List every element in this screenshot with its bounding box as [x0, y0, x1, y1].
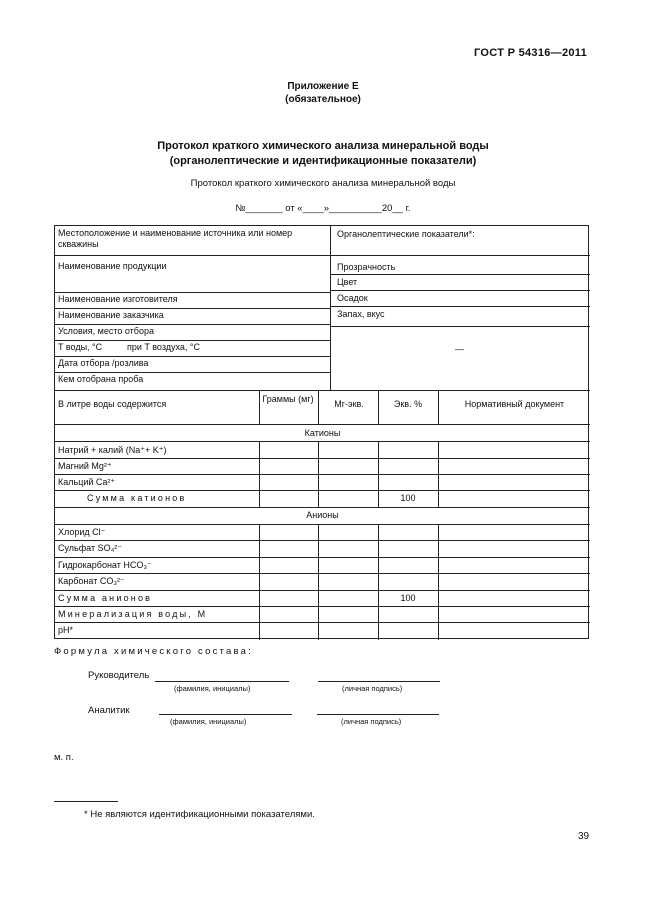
sediment-label: Осадок [337, 293, 368, 303]
dash-cell: — [455, 344, 464, 354]
manufacturer-label: Наименование изготовителя [58, 294, 178, 304]
standard-number: ГОСТ Р 54316—2011 [474, 47, 588, 59]
head-name-line[interactable] [155, 681, 289, 682]
date-label: Дата отбора /розлива [58, 358, 149, 368]
anion-co3: Карбонат CO₃²⁻ [58, 576, 125, 586]
anion-cl: Хлорид Cl⁻ [58, 527, 106, 537]
footnote: * Не являются идентификационными показателями. [84, 809, 315, 820]
temp-air-label: при T воздуха, °С [127, 342, 201, 352]
page-number: 39 [578, 831, 590, 842]
color-label: Цвет [337, 277, 358, 287]
anion-so4: Сульфат SO₄²⁻ [58, 543, 123, 553]
head-name-hint: (фамилия, инициалы) [174, 684, 251, 693]
analyst-sign-line[interactable] [317, 714, 439, 715]
protocol-number-line: №_______ от «____»__________20__ г. [235, 203, 411, 214]
annex-heading [0, 80, 646, 106]
sum-cations-pct: 100 [400, 493, 416, 503]
conditions-label: Условия, место отбора [58, 326, 154, 336]
annex-note: (обязательное) [285, 94, 361, 105]
organoleptic-label: Органолептические показатели*: [337, 229, 475, 239]
cation-na-k: Натрий + калий (Na⁺+ K⁺) [58, 445, 167, 455]
cation-mg: Магний Mg²⁺ [58, 461, 112, 471]
product-label: Наименование продукции [58, 261, 167, 271]
sum-cations: Сумма катионов [87, 493, 187, 503]
transparency-label: Прозрачность [337, 262, 396, 272]
annex-title: Приложение Е [287, 81, 359, 92]
sum-anions-pct: 100 [400, 593, 416, 603]
protocol-grid [54, 225, 589, 639]
smell-label: Запах, вкус [337, 309, 385, 319]
analyst-name-hint: (фамилия, инициалы) [170, 717, 247, 726]
col-norm-doc: Нормативный документ [464, 399, 565, 409]
analyst-name-line[interactable] [159, 714, 292, 715]
temp-water-label: T воды, °С [58, 342, 103, 352]
title-line-1: Протокол краткого химического анализа минеральной воды [157, 140, 489, 152]
col-grams: Граммы (мг) [262, 394, 314, 404]
anions-heading: Анионы [306, 510, 339, 520]
sum-anions: Сумма анионов [58, 593, 153, 603]
analyst-sign-hint: (личная подпись) [341, 717, 402, 726]
document-title [0, 139, 646, 169]
location-label: Местоположение и наименование источника или номер скважины [58, 228, 293, 249]
col-eq-pct: Экв. % [393, 399, 423, 409]
footnote-rule [54, 801, 118, 802]
cation-ca: Кальций Ca²⁺ [58, 477, 116, 487]
mineralization: Минерализация воды, М [58, 609, 208, 619]
sampler-label: Кем отобрана проба [58, 374, 144, 384]
col-contains: В литре воды содержится [58, 399, 167, 409]
head-sign-line[interactable] [318, 681, 440, 682]
cations-heading: Катионы [304, 428, 341, 438]
head-label: Руководитель [88, 670, 150, 681]
ph-label: pH* [58, 625, 74, 635]
anion-hco3: Гидрокарбонат HCO₃⁻ [58, 560, 152, 570]
protocol-subtitle: Протокол краткого химического анализа минеральной воды [190, 178, 456, 189]
stamp-place: м. п. [54, 752, 74, 763]
title-line-2: (органолептические и идентификационные показатели) [169, 155, 477, 167]
head-sign-hint: (личная подпись) [342, 684, 403, 693]
formula-label: Формула химического состава: [54, 646, 253, 657]
customer-label: Наименование заказчика [58, 310, 164, 320]
analyst-label: Аналитик [88, 705, 130, 716]
col-mg-eq: Мг-экв. [334, 399, 364, 409]
